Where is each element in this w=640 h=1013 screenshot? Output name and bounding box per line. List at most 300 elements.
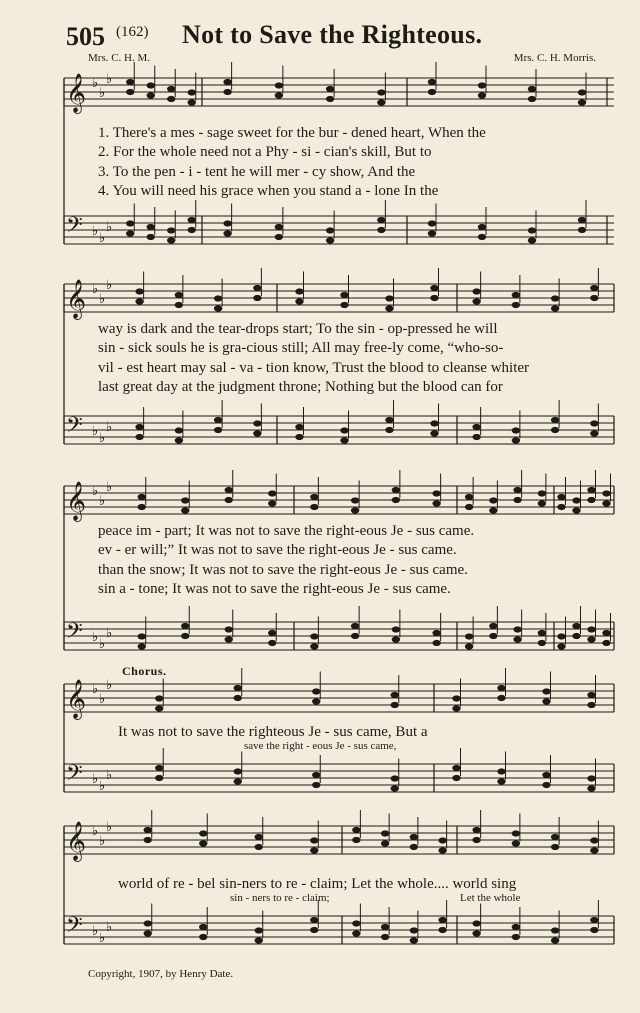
note-head xyxy=(167,237,175,243)
note-head xyxy=(602,640,610,646)
note-head xyxy=(147,234,155,240)
note-head xyxy=(512,427,520,433)
flat-sign: ♭ xyxy=(92,424,99,439)
note-head xyxy=(512,924,520,930)
note-head xyxy=(472,827,480,833)
flat-sign: ♭ xyxy=(106,626,113,641)
note-head xyxy=(181,507,189,513)
note-head xyxy=(587,785,595,791)
note-head xyxy=(135,434,143,440)
chorus-bass-line-1: save the right - eous Je - sus came, xyxy=(244,740,397,752)
note-head xyxy=(528,96,536,102)
note-head xyxy=(351,507,359,513)
note-head xyxy=(528,227,536,233)
note-head xyxy=(225,487,233,493)
note-head xyxy=(572,623,580,629)
note-head xyxy=(557,633,565,639)
note-head xyxy=(391,692,399,698)
note-head xyxy=(572,633,580,639)
note-head xyxy=(199,924,207,930)
note-head xyxy=(234,768,242,774)
note-head xyxy=(155,775,163,781)
verse-line: 4. You will need his grace when you stand a - lone In the xyxy=(98,182,439,199)
note-head xyxy=(542,782,550,788)
verse-line: 1. There's a mes - sage sweet for the bur - dened heart, When the xyxy=(98,125,486,141)
note-head xyxy=(181,633,189,639)
note-head xyxy=(351,497,359,503)
treble-clef: 𝄞 xyxy=(66,481,87,521)
note-head xyxy=(255,844,263,850)
note-head xyxy=(513,626,521,632)
note-head xyxy=(391,775,399,781)
note-head xyxy=(255,927,263,933)
hymn-header xyxy=(66,18,600,54)
verse-line: 3. To the pen - i - tent he will mer - cy show, And the xyxy=(98,163,416,180)
flat-sign: ♭ xyxy=(92,76,99,91)
note-head xyxy=(512,292,520,298)
flat-sign: ♭ xyxy=(99,834,106,849)
flat-sign: ♭ xyxy=(99,231,106,246)
note-head xyxy=(578,217,586,223)
hymn-title: Not to Save the Righteous. xyxy=(182,20,483,49)
note-head xyxy=(587,775,595,781)
note-head xyxy=(438,927,446,933)
note-head xyxy=(352,930,360,936)
note-head xyxy=(312,782,320,788)
note-head xyxy=(497,685,505,691)
note-head xyxy=(214,305,222,311)
note-head xyxy=(255,834,263,840)
note-head xyxy=(572,507,580,513)
hymn-number: 505 xyxy=(66,22,105,51)
note-head xyxy=(410,937,418,943)
note-head xyxy=(199,840,207,846)
note-head xyxy=(275,224,283,230)
flat-sign: ♭ xyxy=(99,292,106,307)
note-head xyxy=(551,927,559,933)
note-head xyxy=(428,220,436,226)
note-head xyxy=(528,86,536,92)
note-head xyxy=(578,227,586,233)
bass-clef: 𝄢 xyxy=(66,619,83,649)
note-head xyxy=(381,830,389,836)
note-head xyxy=(144,837,152,843)
verse-block-2 xyxy=(98,320,608,397)
note-head xyxy=(551,937,559,943)
note-head xyxy=(587,626,595,632)
note-head xyxy=(590,295,598,301)
note-head xyxy=(340,427,348,433)
note-head xyxy=(392,487,400,493)
verse-line: ev - er will;” It was not to save the right-eous Je - sus came. xyxy=(98,542,457,559)
note-head xyxy=(392,636,400,642)
note-head xyxy=(385,417,393,423)
note-head xyxy=(326,227,334,233)
note-head xyxy=(310,504,318,510)
note-head xyxy=(188,227,196,233)
flat-sign: ♭ xyxy=(92,824,99,839)
note-head xyxy=(144,920,152,926)
note-head xyxy=(430,285,438,291)
note-head xyxy=(452,705,460,711)
note-head xyxy=(452,775,460,781)
note-head xyxy=(275,234,283,240)
verse-line: sin - sick souls he is gra-cious still; All may free-ly come, “who-so- xyxy=(98,340,504,357)
chorus-bass-line-2a: sin - ners to re - claim; xyxy=(230,892,330,904)
note-head xyxy=(223,89,231,95)
flat-sign: ♭ xyxy=(106,480,113,495)
note-head xyxy=(478,224,486,230)
note-head xyxy=(381,840,389,846)
note-head xyxy=(138,504,146,510)
note-head xyxy=(181,497,189,503)
note-head xyxy=(428,79,436,85)
note-head xyxy=(590,420,598,426)
note-head xyxy=(472,837,480,843)
note-head xyxy=(253,420,261,426)
verse-line: way is dark and the tear-drops start; To the sin - op-pressed he will xyxy=(98,321,498,337)
flat-sign: ♭ xyxy=(106,220,113,235)
verse-line: 2. For the whole need not a Phy - si - cian's skill, But to xyxy=(98,144,432,161)
note-head xyxy=(452,695,460,701)
note-head xyxy=(385,295,393,301)
music-system-5 xyxy=(62,820,614,966)
verse-block-1 xyxy=(98,124,608,201)
note-head xyxy=(410,927,418,933)
note-head xyxy=(135,288,143,294)
flat-sign: ♭ xyxy=(106,820,113,835)
note-head xyxy=(223,79,231,85)
note-head xyxy=(557,504,565,510)
note-head xyxy=(223,230,231,236)
verse-line: sin a - tone; It was not to save the right-eous Je - sus came. xyxy=(98,580,451,597)
note-head xyxy=(351,633,359,639)
note-head xyxy=(135,298,143,304)
note-head xyxy=(590,430,598,436)
note-head xyxy=(310,633,318,639)
note-head xyxy=(512,302,520,308)
note-head xyxy=(310,847,318,853)
note-head xyxy=(377,217,385,223)
note-head xyxy=(590,837,598,843)
note-head xyxy=(489,507,497,513)
note-head xyxy=(188,99,196,105)
flat-sign: ♭ xyxy=(106,420,113,435)
note-head xyxy=(590,285,598,291)
note-head xyxy=(465,633,473,639)
note-head xyxy=(255,937,263,943)
flat-sign: ♭ xyxy=(92,924,99,939)
flat-sign: ♭ xyxy=(99,692,106,707)
note-head xyxy=(513,497,521,503)
music-credit: Mrs. C. H. Morris. xyxy=(513,52,596,64)
note-head xyxy=(234,695,242,701)
flat-sign: ♭ xyxy=(99,86,106,101)
note-head xyxy=(275,92,283,98)
note-head xyxy=(602,630,610,636)
note-head xyxy=(126,230,134,236)
note-head xyxy=(223,220,231,226)
note-head xyxy=(351,623,359,629)
note-head xyxy=(225,626,233,632)
note-head xyxy=(590,917,598,923)
note-head xyxy=(392,626,400,632)
note-head xyxy=(181,623,189,629)
note-head xyxy=(147,82,155,88)
note-head xyxy=(167,86,175,92)
note-head xyxy=(340,292,348,298)
note-head xyxy=(497,778,505,784)
flat-sign: ♭ xyxy=(92,224,99,239)
note-head xyxy=(144,827,152,833)
note-head xyxy=(310,927,318,933)
note-head xyxy=(175,292,183,298)
note-head xyxy=(377,89,385,95)
note-head xyxy=(391,785,399,791)
note-head xyxy=(438,917,446,923)
flat-sign: ♭ xyxy=(92,282,99,297)
note-head xyxy=(155,695,163,701)
note-head xyxy=(268,490,276,496)
note-head xyxy=(214,417,222,423)
flat-sign: ♭ xyxy=(99,931,106,946)
note-head xyxy=(497,768,505,774)
note-head xyxy=(430,295,438,301)
note-head xyxy=(497,695,505,701)
flat-sign: ♭ xyxy=(106,72,113,87)
flat-sign: ♭ xyxy=(92,772,99,787)
note-head xyxy=(268,640,276,646)
note-head xyxy=(489,633,497,639)
note-head xyxy=(542,688,550,694)
note-head xyxy=(253,295,261,301)
verse-line: last great day at the judgment throne; Nothing but the blood can for xyxy=(98,378,503,395)
flat-sign: ♭ xyxy=(92,682,99,697)
note-head xyxy=(214,295,222,301)
flat-sign: ♭ xyxy=(106,678,113,693)
note-head xyxy=(472,298,480,304)
note-head xyxy=(199,830,207,836)
note-head xyxy=(512,437,520,443)
note-head xyxy=(144,930,152,936)
bass-clef: 𝄢 xyxy=(66,213,83,243)
note-head xyxy=(377,227,385,233)
note-head xyxy=(551,834,559,840)
note-head xyxy=(295,434,303,440)
note-head xyxy=(147,92,155,98)
note-head xyxy=(326,86,334,92)
note-head xyxy=(175,302,183,308)
note-head xyxy=(391,702,399,708)
note-head xyxy=(465,494,473,500)
note-head xyxy=(199,934,207,940)
chorus-line-2: world of re - bel sin-ners to re - claim; Let the whole.... world sing xyxy=(118,876,517,892)
note-head xyxy=(430,420,438,426)
bass-clef: 𝄢 xyxy=(66,761,83,791)
note-head xyxy=(590,927,598,933)
note-head xyxy=(551,427,559,433)
note-head xyxy=(489,497,497,503)
note-head xyxy=(275,82,283,88)
flat-sign: ♭ xyxy=(99,494,106,509)
note-head xyxy=(310,494,318,500)
note-head xyxy=(542,698,550,704)
note-head xyxy=(175,437,183,443)
note-head xyxy=(138,643,146,649)
note-head xyxy=(295,424,303,430)
note-head xyxy=(428,89,436,95)
note-head xyxy=(253,430,261,436)
note-head xyxy=(551,305,559,311)
note-head xyxy=(438,837,446,843)
flat-sign: ♭ xyxy=(106,920,113,935)
note-head xyxy=(430,430,438,436)
note-head xyxy=(310,643,318,649)
note-head xyxy=(472,920,480,926)
chorus-label: Chorus. xyxy=(122,664,167,678)
note-head xyxy=(432,630,440,636)
note-head xyxy=(155,705,163,711)
flat-sign: ♭ xyxy=(92,630,99,645)
note-head xyxy=(175,427,183,433)
note-head xyxy=(188,89,196,95)
note-head xyxy=(312,688,320,694)
flat-sign: ♭ xyxy=(99,431,106,446)
note-head xyxy=(135,424,143,430)
bass-clef: 𝄢 xyxy=(66,913,83,943)
note-head xyxy=(578,89,586,95)
note-head xyxy=(438,847,446,853)
flat-sign: ♭ xyxy=(92,484,99,499)
note-head xyxy=(268,630,276,636)
note-head xyxy=(126,79,134,85)
note-head xyxy=(587,487,595,493)
note-head xyxy=(126,89,134,95)
note-head xyxy=(326,96,334,102)
note-head xyxy=(138,633,146,639)
note-head xyxy=(167,96,175,102)
note-head xyxy=(587,702,595,708)
flat-sign: ♭ xyxy=(106,278,113,293)
note-head xyxy=(512,830,520,836)
note-head xyxy=(147,224,155,230)
note-head xyxy=(478,234,486,240)
note-head xyxy=(225,636,233,642)
note-head xyxy=(551,844,559,850)
treble-clef: 𝄞 xyxy=(66,821,87,861)
note-head xyxy=(465,504,473,510)
note-head xyxy=(352,920,360,926)
note-head xyxy=(385,427,393,433)
note-head xyxy=(234,778,242,784)
chorus-bass-line-2b: Let the whole xyxy=(460,892,521,904)
note-head xyxy=(381,934,389,940)
note-head xyxy=(452,765,460,771)
note-head xyxy=(126,220,134,226)
note-head xyxy=(602,490,610,496)
note-head xyxy=(377,99,385,105)
bass-clef: 𝄢 xyxy=(66,413,83,443)
note-head xyxy=(602,500,610,506)
verse-block-3 xyxy=(98,522,608,599)
note-head xyxy=(253,285,261,291)
note-head xyxy=(428,230,436,236)
note-head xyxy=(214,427,222,433)
note-head xyxy=(310,837,318,843)
note-head xyxy=(538,500,546,506)
note-head xyxy=(538,630,546,636)
note-head xyxy=(551,295,559,301)
note-head xyxy=(155,765,163,771)
note-head xyxy=(512,934,520,940)
note-head xyxy=(295,298,303,304)
note-head xyxy=(513,487,521,493)
note-head xyxy=(312,772,320,778)
note-head xyxy=(542,772,550,778)
treble-clef: 𝄞 xyxy=(66,679,87,719)
note-head xyxy=(587,692,595,698)
note-head xyxy=(587,497,595,503)
staff-system-5 xyxy=(62,820,614,966)
note-head xyxy=(352,827,360,833)
verse-line: peace im - part; It was not to save the right-eous Je - sus came. xyxy=(98,523,475,539)
note-head xyxy=(234,685,242,691)
flat-sign: ♭ xyxy=(99,637,106,652)
chorus-line-1: It was not to save the righteous Je - sus came, But a xyxy=(118,724,428,740)
note-head xyxy=(528,237,536,243)
note-head xyxy=(432,640,440,646)
note-head xyxy=(432,490,440,496)
note-head xyxy=(381,924,389,930)
note-head xyxy=(326,237,334,243)
note-head xyxy=(295,288,303,294)
note-head xyxy=(352,837,360,843)
note-head xyxy=(478,92,486,98)
note-head xyxy=(410,844,418,850)
note-head xyxy=(572,497,580,503)
note-head xyxy=(472,930,480,936)
note-head xyxy=(512,840,520,846)
credits-line xyxy=(88,52,596,66)
note-head xyxy=(578,99,586,105)
note-head xyxy=(432,500,440,506)
note-head xyxy=(410,834,418,840)
note-head xyxy=(551,417,559,423)
treble-clef: 𝄞 xyxy=(66,279,87,319)
note-head xyxy=(167,227,175,233)
note-head xyxy=(590,847,598,853)
note-head xyxy=(268,500,276,506)
note-head xyxy=(340,302,348,308)
treble-clef: 𝄞 xyxy=(66,73,87,113)
note-head xyxy=(489,623,497,629)
note-head xyxy=(188,217,196,223)
note-head xyxy=(225,497,233,503)
note-head xyxy=(478,82,486,88)
note-head xyxy=(472,288,480,294)
note-head xyxy=(557,494,565,500)
note-head xyxy=(538,490,546,496)
copyright-notice: Copyright, 1907, by Henry Date. xyxy=(88,968,234,980)
alt-number: (162) xyxy=(116,24,149,40)
note-head xyxy=(392,497,400,503)
note-head xyxy=(312,698,320,704)
note-head xyxy=(340,437,348,443)
flat-sign: ♭ xyxy=(99,779,106,794)
note-head xyxy=(538,640,546,646)
verse-line: vil - est heart may sal - va - tion know, Trust the blood to cleanse whiter xyxy=(98,359,530,376)
words-credit: Mrs. C. H. M. xyxy=(88,52,151,64)
